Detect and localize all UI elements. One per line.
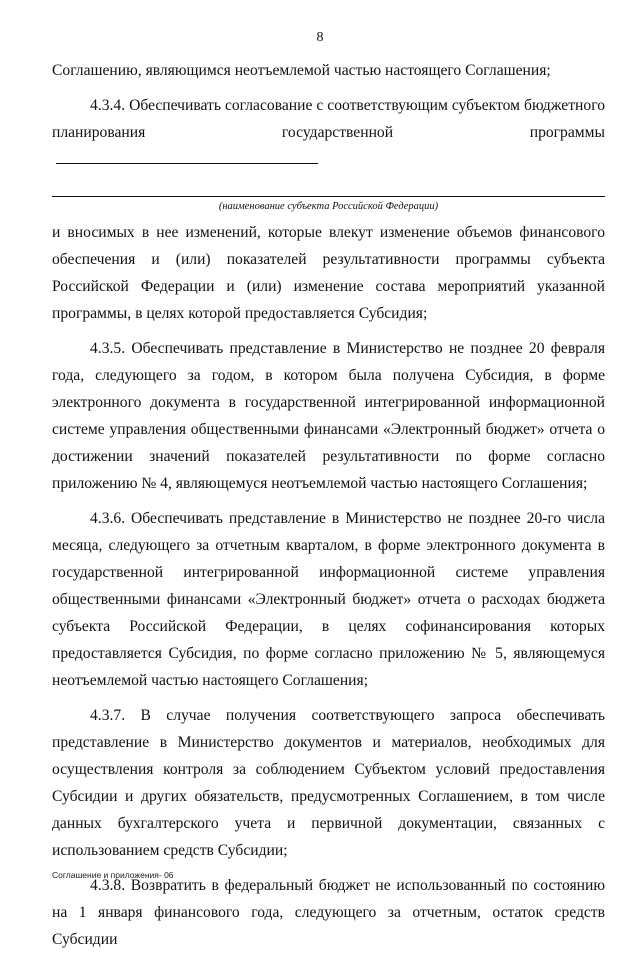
paragraph-4-3-4-text: 4.3.4. Обеспечивать согласование с соответствующим субъектом бюджетного планирования государственной программы xyxy=(52,97,605,141)
paragraph-4-3-5: 4.3.5. Обеспечивать представление в Министерство не позднее 20 февраля года, следующего за годом, в котором была получена Субсидия, в форме электронного документа в государственной интегрированной информационной системе управления общественными финансами «Электронный бюджет» отчета о достижении значений показателей результативности по форме согласно приложению № 4, являющемуся неотъемлемой частью настоящего Соглашения; xyxy=(52,340,605,492)
page-number: 8 xyxy=(316,30,324,45)
blank-fill-line xyxy=(56,149,318,164)
document-body xyxy=(52,57,605,953)
paragraph-4-3-7: 4.3.7. В случае получения соответствующего запроса обеспечивать представление в Министерство документов и материалов, необходимых для осуществления контроля за соблюдением Субъектом условий предоставления Субсидии и других обязательств, предусмотренных Соглашением, в том числе данных бухгалтерского учета и первичной документации, связанных с использованием средств Субсидии; xyxy=(52,707,605,859)
paragraph-4-3-8: 4.3.8. Возвратить в федеральный бюджет не использованный по состоянию на 1 января финансового года, следующего за отчетным, остаток средств Субсидии xyxy=(52,877,605,948)
blank-full-line xyxy=(52,196,605,197)
paragraph-continuation: Соглашению, являющимся неотъемлемой частью настоящего Соглашения; xyxy=(52,62,551,79)
paragraph-4-3-6: 4.3.6. Обеспечивать представление в Министерство не позднее 20-го числа месяца, следующего за отчетным кварталом, в форме электронного документа в государственной интегрированной информационной системе управления общественными финансами «Электронный бюджет» отчета о расходах бюджета субъекта Российской Федерации, в целях софинансирования которых предоставляется Субсидия, по форме согласно приложению № 5, являющемуся неотъемлемой частью настоящего Соглашения; xyxy=(52,510,605,689)
footer-note: Соглашение и приложения- 06 xyxy=(52,870,174,880)
paragraph-4-3-4-continued: и вносимых в нее изменений, которые влекут изменение объемов финансового обеспечения и (или) показателей результативности программы субъекта Российской Федерации и (или) изменение состава мероприятий указанной программы, в целях которой предоставляется Субсидия; xyxy=(52,224,605,322)
blank-caption: (наименование субъекта Российской Федерации) xyxy=(218,201,439,212)
paragraph-4-3-4 xyxy=(52,92,605,173)
